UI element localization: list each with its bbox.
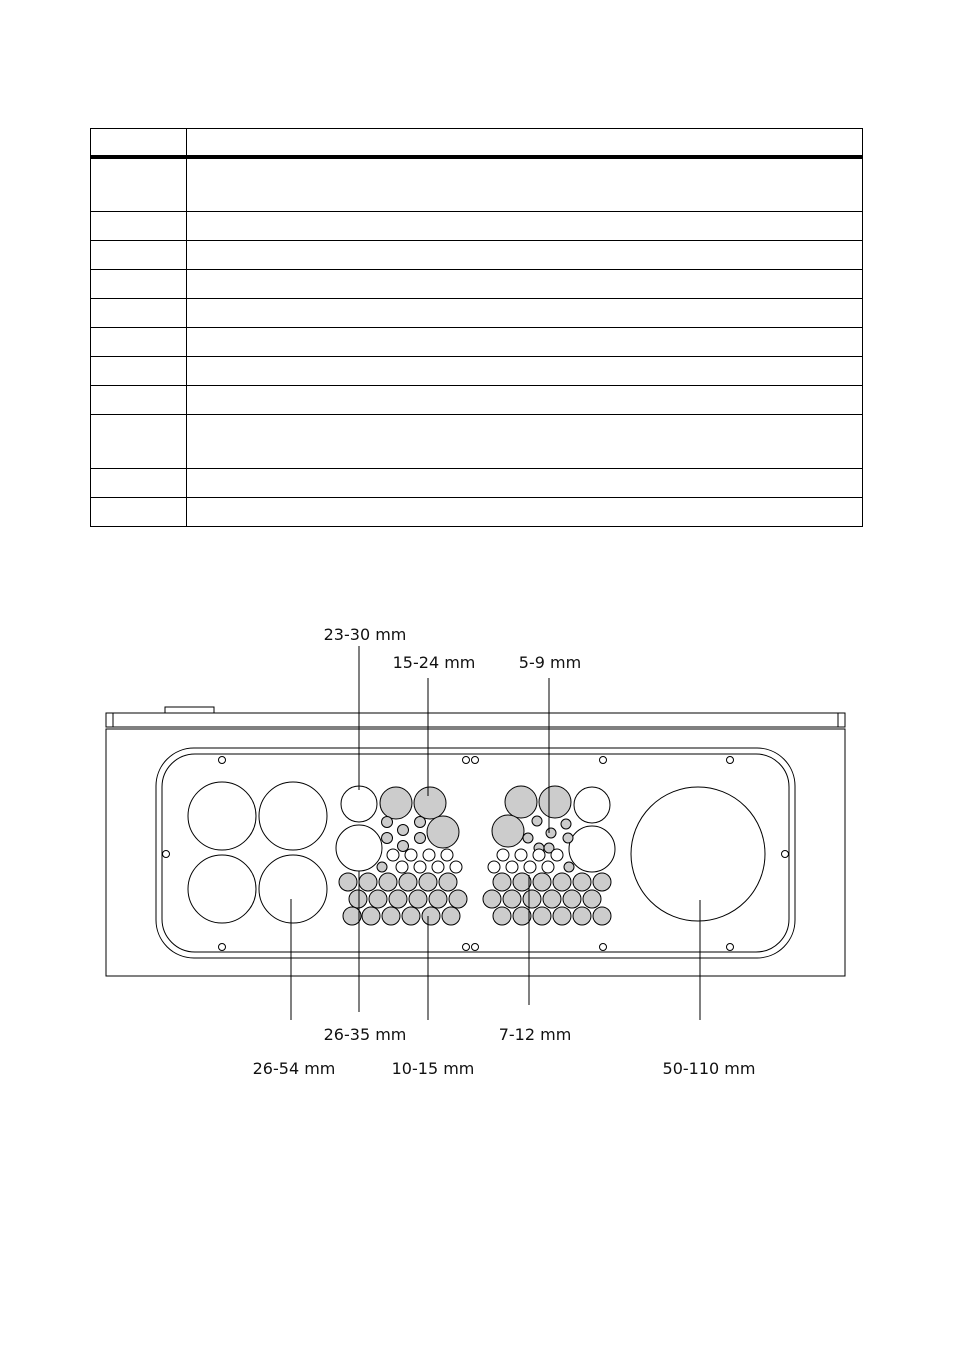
spec-row <box>91 269 863 298</box>
spec-cell <box>91 385 187 414</box>
screw-icon <box>782 851 789 858</box>
spec-cell <box>187 414 863 468</box>
grommet-10-15 <box>503 890 521 908</box>
grommet-10-15 <box>583 890 601 908</box>
grommet-5-9 <box>546 828 556 838</box>
spec-cell <box>91 414 187 468</box>
grommet-5-9 <box>415 817 426 828</box>
grommet-7-12 <box>414 861 426 873</box>
label-23-30: 23-30 mm <box>323 625 407 644</box>
grommet-5-9 <box>398 841 409 852</box>
grommet-7-12 <box>551 849 563 861</box>
grommet-7-12 <box>488 861 500 873</box>
grommet-7-12 <box>423 849 435 861</box>
grommet-5-9 <box>398 825 409 836</box>
grommet-10-15 <box>402 907 420 925</box>
spec-row <box>91 385 863 414</box>
grommet-10-15 <box>573 907 591 925</box>
housing-lid <box>106 707 845 727</box>
grommet-7-12 <box>441 849 453 861</box>
spec-row <box>91 211 863 240</box>
grommet-10-15 <box>573 873 591 891</box>
grommet-10-15 <box>349 890 367 908</box>
grommet-15-24 <box>505 786 537 818</box>
grommet-7-12 <box>524 861 536 873</box>
spec-cell <box>187 385 863 414</box>
screw-icon <box>727 757 734 764</box>
grommet-5-9 <box>532 816 542 826</box>
grommet-5-9 <box>377 862 387 872</box>
spec-cell <box>187 240 863 269</box>
grommet-10-15 <box>359 873 377 891</box>
spec-row <box>91 298 863 327</box>
grommet-10-15 <box>513 873 531 891</box>
grommet-10-15 <box>493 873 511 891</box>
screw-icon <box>727 944 734 951</box>
grommet-7-12 <box>432 861 444 873</box>
spec-table-body <box>91 157 863 526</box>
grommet-10-15 <box>419 873 437 891</box>
spec-cell <box>187 497 863 526</box>
grommet-10-15 <box>429 890 447 908</box>
spec-row <box>91 468 863 497</box>
grommet-10-15 <box>362 907 380 925</box>
grommet-10-15 <box>409 890 427 908</box>
grommets <box>188 782 765 925</box>
grommet-7-12 <box>542 861 554 873</box>
spec-cell <box>91 497 187 526</box>
spec-cell <box>91 327 187 356</box>
grommet-10-15 <box>563 890 581 908</box>
label-26-35: 26-35 mm <box>323 1025 407 1044</box>
spec-row <box>91 414 863 468</box>
spec-cell <box>187 298 863 327</box>
grommet-15-24 <box>539 786 571 818</box>
screw-icon <box>463 944 470 951</box>
grommet-10-15 <box>523 890 541 908</box>
grommet-5-9 <box>564 862 574 872</box>
spec-row <box>91 497 863 526</box>
grommet-10-15 <box>543 890 561 908</box>
spec-cell <box>91 298 187 327</box>
spec-cell <box>187 157 863 211</box>
grommet-5-9 <box>523 833 533 843</box>
spec-row <box>91 356 863 385</box>
grommet-5-9 <box>382 817 393 828</box>
grommet-26-35 <box>569 826 615 872</box>
grommet-26-54 <box>188 782 256 850</box>
spec-cell <box>187 468 863 497</box>
spec-cell <box>91 211 187 240</box>
spec-cell <box>91 468 187 497</box>
grommet-15-24 <box>492 815 524 847</box>
spec-cell <box>91 356 187 385</box>
grommet-10-15 <box>399 873 417 891</box>
cable-gland-plate-diagram <box>0 600 954 1100</box>
label-15-24: 15-24 mm <box>392 653 476 672</box>
grommet-7-12 <box>387 849 399 861</box>
spec-cell <box>91 157 187 211</box>
grommet-7-12 <box>497 849 509 861</box>
grommet-15-24 <box>414 787 446 819</box>
screw-icon <box>163 851 170 858</box>
screw-icon <box>219 757 226 764</box>
grommet-26-35 <box>336 825 382 871</box>
grommet-10-15 <box>493 907 511 925</box>
grommet-5-9 <box>561 819 571 829</box>
grommet-10-15 <box>513 907 531 925</box>
grommet-10-15 <box>343 907 361 925</box>
spec-cell <box>187 269 863 298</box>
grommet-10-15 <box>593 907 611 925</box>
grommet-10-15 <box>422 907 440 925</box>
grommet-5-9 <box>415 833 426 844</box>
grommet-10-15 <box>533 873 551 891</box>
spec-table <box>90 128 863 527</box>
label-26-54: 26-54 mm <box>252 1059 336 1078</box>
spec-cell <box>187 211 863 240</box>
grommet-7-12 <box>396 861 408 873</box>
grommet-10-15 <box>442 907 460 925</box>
header-cell-2 <box>187 129 863 158</box>
grommet-26-54 <box>259 782 327 850</box>
screw-icon <box>463 757 470 764</box>
grommet-7-12 <box>450 861 462 873</box>
grommet-7-12 <box>405 849 417 861</box>
grommet-15-24 <box>427 816 459 848</box>
label-10-15: 10-15 mm <box>391 1059 475 1078</box>
grommet-10-15 <box>382 907 400 925</box>
grommet-10-15 <box>553 907 571 925</box>
screw-icon <box>219 944 226 951</box>
grommet-10-15 <box>553 873 571 891</box>
spec-row <box>91 327 863 356</box>
spec-table-header <box>91 129 863 158</box>
grommet-10-15 <box>439 873 457 891</box>
grommet-23-30 <box>574 787 610 823</box>
grommet-10-15 <box>389 890 407 908</box>
label-7-12: 7-12 mm <box>498 1025 572 1044</box>
screw-icon <box>600 757 607 764</box>
grommet-7-12 <box>506 861 518 873</box>
grommet-7-12 <box>533 849 545 861</box>
spec-cell <box>187 356 863 385</box>
spec-cell <box>187 327 863 356</box>
lid-tab <box>165 707 214 713</box>
grommet-5-9 <box>563 833 573 843</box>
grommet-10-15 <box>379 873 397 891</box>
lid-strip <box>106 713 845 727</box>
spec-row <box>91 157 863 211</box>
screw-icon <box>472 757 479 764</box>
spec-row <box>91 240 863 269</box>
grommet-23-30 <box>341 786 377 822</box>
screw-icon <box>600 944 607 951</box>
grommet-5-9 <box>382 833 393 844</box>
grommet-10-15 <box>483 890 501 908</box>
grommet-10-15 <box>369 890 387 908</box>
grommet-10-15 <box>593 873 611 891</box>
label-50-110: 50-110 mm <box>662 1059 756 1078</box>
grommet-26-54 <box>188 855 256 923</box>
grommet-10-15 <box>339 873 357 891</box>
grommet-10-15 <box>533 907 551 925</box>
grommet-10-15 <box>449 890 467 908</box>
grommet-26-54 <box>259 855 327 923</box>
grommet-7-12 <box>515 849 527 861</box>
label-5-9: 5-9 mm <box>518 653 582 672</box>
screw-icon <box>472 944 479 951</box>
grommet-50-110 <box>631 787 765 921</box>
spec-cell <box>91 269 187 298</box>
spec-cell <box>91 240 187 269</box>
header-cell-1 <box>91 129 187 158</box>
grommet-15-24 <box>380 787 412 819</box>
